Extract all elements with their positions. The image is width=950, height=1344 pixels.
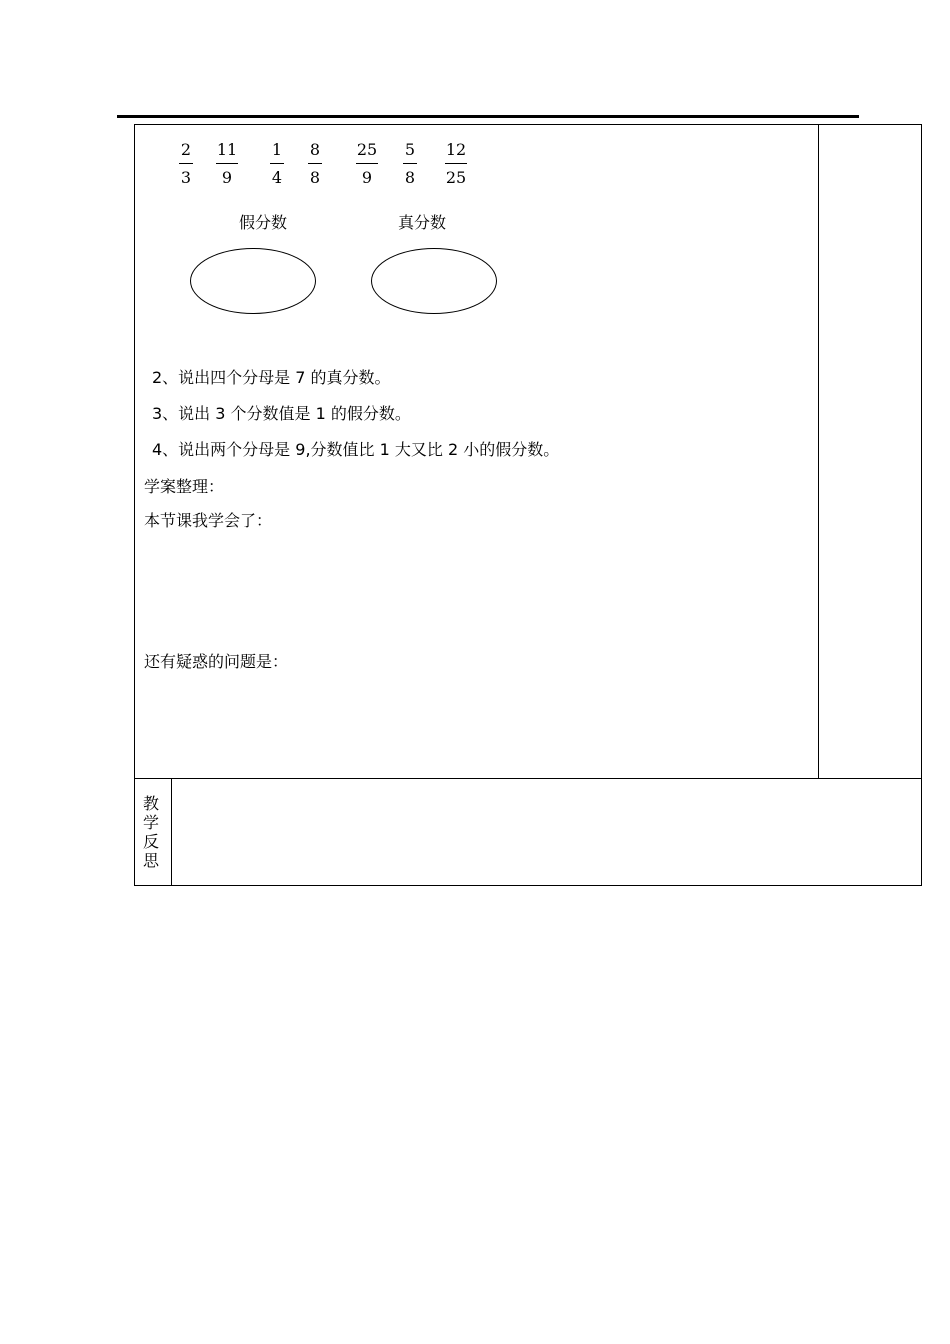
question-3: 3、说出 3 个分数值是 1 的假分数。 [152, 404, 411, 423]
denominator: 9 [361, 168, 373, 187]
proper-fraction-label: 真分数 [398, 213, 447, 232]
proper-fraction-oval [371, 248, 497, 314]
question-2: 2、说出四个分母是 7 的真分数。 [152, 368, 391, 387]
numerator: 25 [356, 140, 378, 159]
header-rule [117, 115, 859, 118]
numerator: 11 [216, 140, 238, 159]
denominator: 4 [271, 168, 283, 187]
numerator: 2 [180, 140, 192, 159]
fraction [390, 141, 430, 187]
question-4: 4、说出两个分母是 9,分数值比 1 大又比 2 小的假分数。 [152, 440, 560, 459]
doubts-prompt: 还有疑惑的问题是： [144, 652, 289, 671]
fraction [207, 141, 247, 187]
fraction [347, 141, 387, 187]
improper-fraction-oval [190, 248, 316, 314]
denominator: 8 [404, 168, 416, 187]
fraction [257, 141, 297, 187]
numerator: 12 [445, 140, 467, 159]
improper-fraction-label: 假分数 [239, 213, 288, 232]
teaching-reflection-label: 教 学 反 思 [142, 794, 159, 870]
summary-heading: 学案整理： [144, 477, 225, 496]
learned-prompt: 本节课我学会了： [144, 511, 273, 530]
numerator: 8 [309, 140, 321, 159]
denominator: 9 [221, 168, 233, 187]
fraction [436, 141, 476, 187]
denominator: 25 [445, 168, 467, 187]
right-column-divider [818, 124, 819, 779]
worksheet-table [134, 124, 922, 886]
reflection-label-divider [171, 778, 172, 886]
numerator: 1 [271, 140, 283, 159]
fraction [295, 141, 335, 187]
denominator: 8 [309, 168, 321, 187]
fraction [166, 141, 206, 187]
denominator: 3 [180, 168, 192, 187]
row-divider [134, 778, 922, 779]
numerator: 5 [404, 140, 416, 159]
